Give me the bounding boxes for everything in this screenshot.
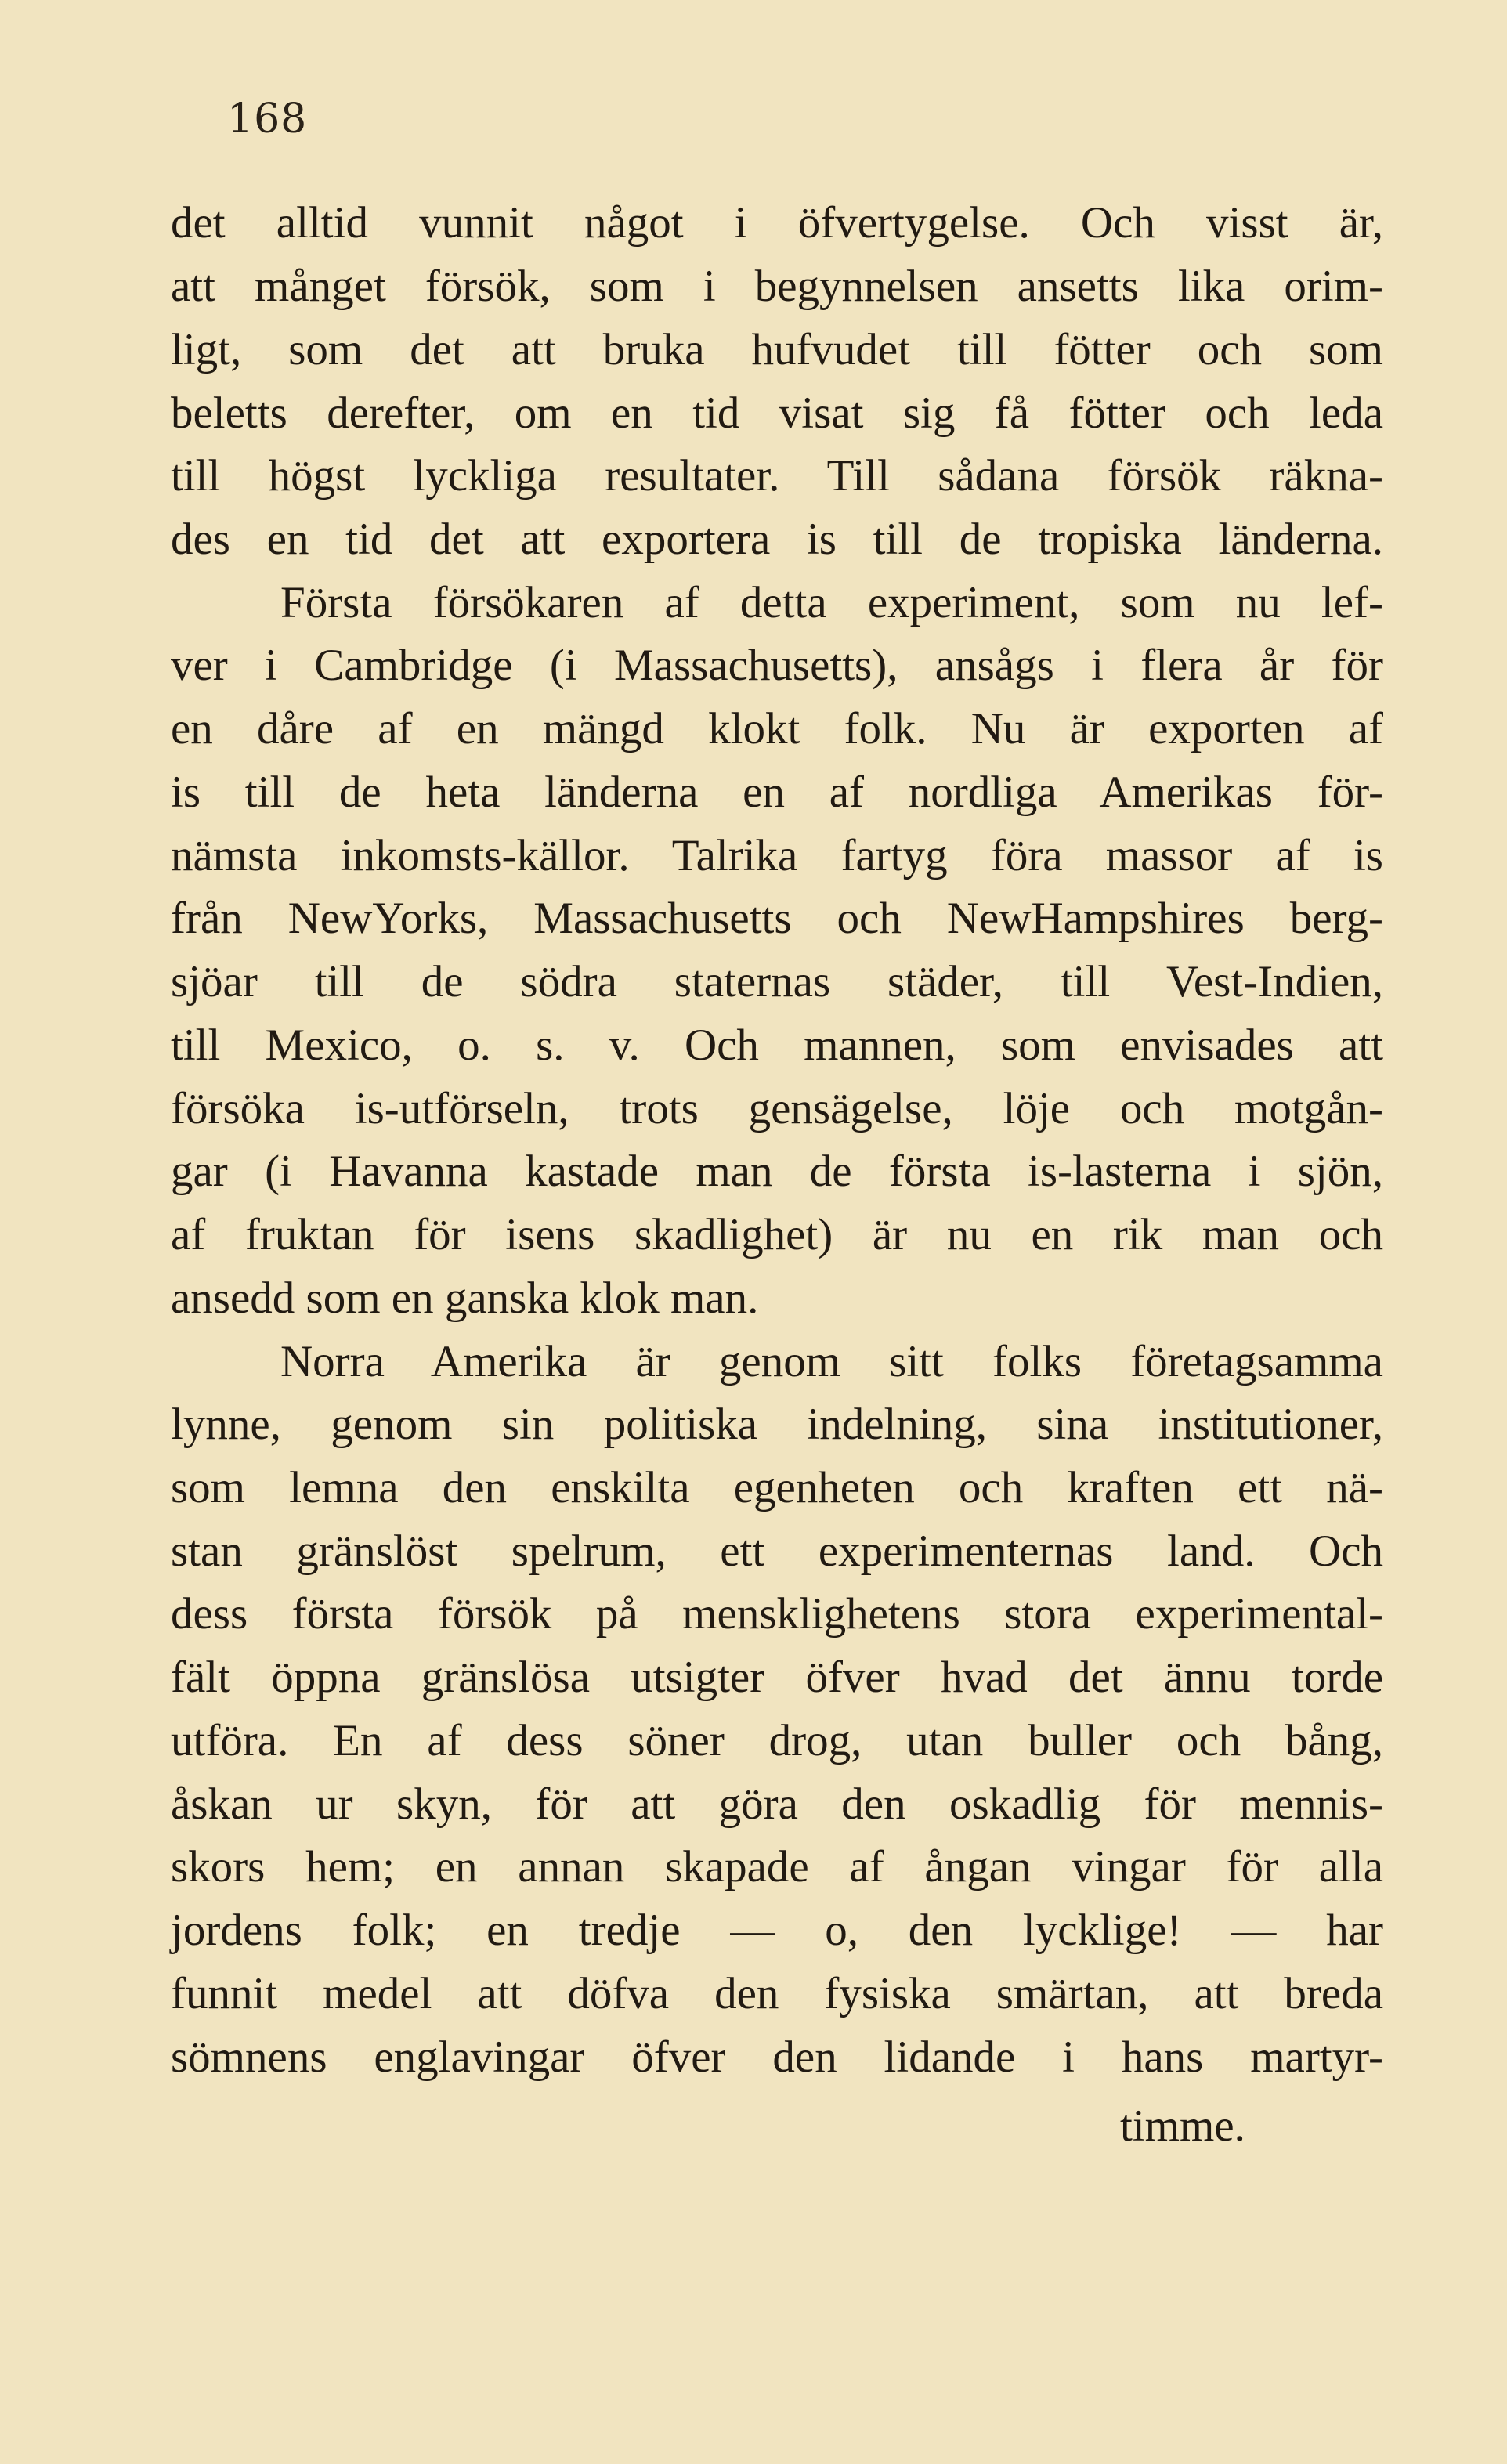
- text-line-6: des en tid det att exportera is till de tropiska länderna.: [171, 515, 1383, 564]
- text-line-3: ligt, som det att bruka hufvudet till fötter och som: [171, 325, 1383, 374]
- text-line-14: till Mexico, o. s. v. Och mannen, som envisades att: [171, 1021, 1383, 1070]
- page-number: 168: [227, 96, 308, 143]
- text-line-27: skors hem; en annan skapade af ångan vingar för alla: [171, 1842, 1383, 1891]
- text-line-15: försöka is-utförseln, trots gensägelse, löje och motgån-: [171, 1084, 1383, 1133]
- text-line-23: dess första försök på mensklighetens stora experimental-: [171, 1589, 1383, 1638]
- text-line-18: ansedd som en ganska klok man.: [171, 1274, 759, 1323]
- text-line-19: Norra Amerika är genom sitt folks företagsamma: [280, 1337, 1383, 1386]
- text-line-30: sömnens englavingar öfver den lidande i hans martyr-: [171, 2032, 1383, 2082]
- text-line-12: från NewYorks, Massachusetts och NewHampshires berg-: [171, 894, 1383, 943]
- text-line-28: jordens folk; en tredje — o, den lycklige! — har: [171, 1906, 1383, 1955]
- text-line-10: is till de heta länderna en af nordliga Amerikas för-: [171, 768, 1383, 817]
- text-line-13: sjöar till de södra staternas städer, till Vest-Indien,: [171, 957, 1383, 1006]
- text-line-4: beletts derefter, om en tid visat sig få fötter och leda: [171, 388, 1383, 438]
- text-line-7: Första försökaren af detta experiment, som nu lef-: [280, 578, 1383, 627]
- text-line-26: åskan ur skyn, för att göra den oskadlig för mennis-: [171, 1779, 1383, 1829]
- text-line-29: funnit medel att döfva den fysiska smärtan, att breda: [171, 1969, 1383, 2018]
- text-line-25: utföra. En af dess söner drog, utan buller och bång,: [171, 1716, 1383, 1765]
- text-line-1: det alltid vunnit något i öfvertygelse. Och visst är,: [171, 198, 1383, 247]
- text-line-16: gar (i Havanna kastade man de första is-lasterna i sjön,: [171, 1147, 1383, 1196]
- text-line-2: att månget försök, som i begynnelsen ansetts lika orim-: [171, 262, 1383, 311]
- text-line-9: en dåre af en mängd klokt folk. Nu är exporten af: [171, 704, 1383, 753]
- text-line-24: fält öppna gränslösa utsigter öfver hvad det ännu torde: [171, 1653, 1383, 1702]
- text-line-5: till högst lyckliga resultater. Till sådana försök räkna-: [171, 451, 1383, 500]
- text-line-21: som lemna den enskilta egenheten och kraften ett nä-: [171, 1463, 1383, 1512]
- text-line-17: af fruktan för isens skadlighet) är nu en rik man och: [171, 1210, 1383, 1259]
- text-line-11: nämsta inkomsts-källor. Talrika fartyg föra massor af is: [171, 831, 1383, 880]
- text-line-8: ver i Cambridge (i Massachusetts), ansågs i flera år för: [171, 641, 1383, 690]
- text-line-20: lynne, genom sin politiska indelning, sina institutioner,: [171, 1400, 1383, 1449]
- text-line-31: timme.: [1120, 2101, 1245, 2151]
- text-line-22: stan gränslöst spelrum, ett experimenternas land. Och: [171, 1526, 1383, 1576]
